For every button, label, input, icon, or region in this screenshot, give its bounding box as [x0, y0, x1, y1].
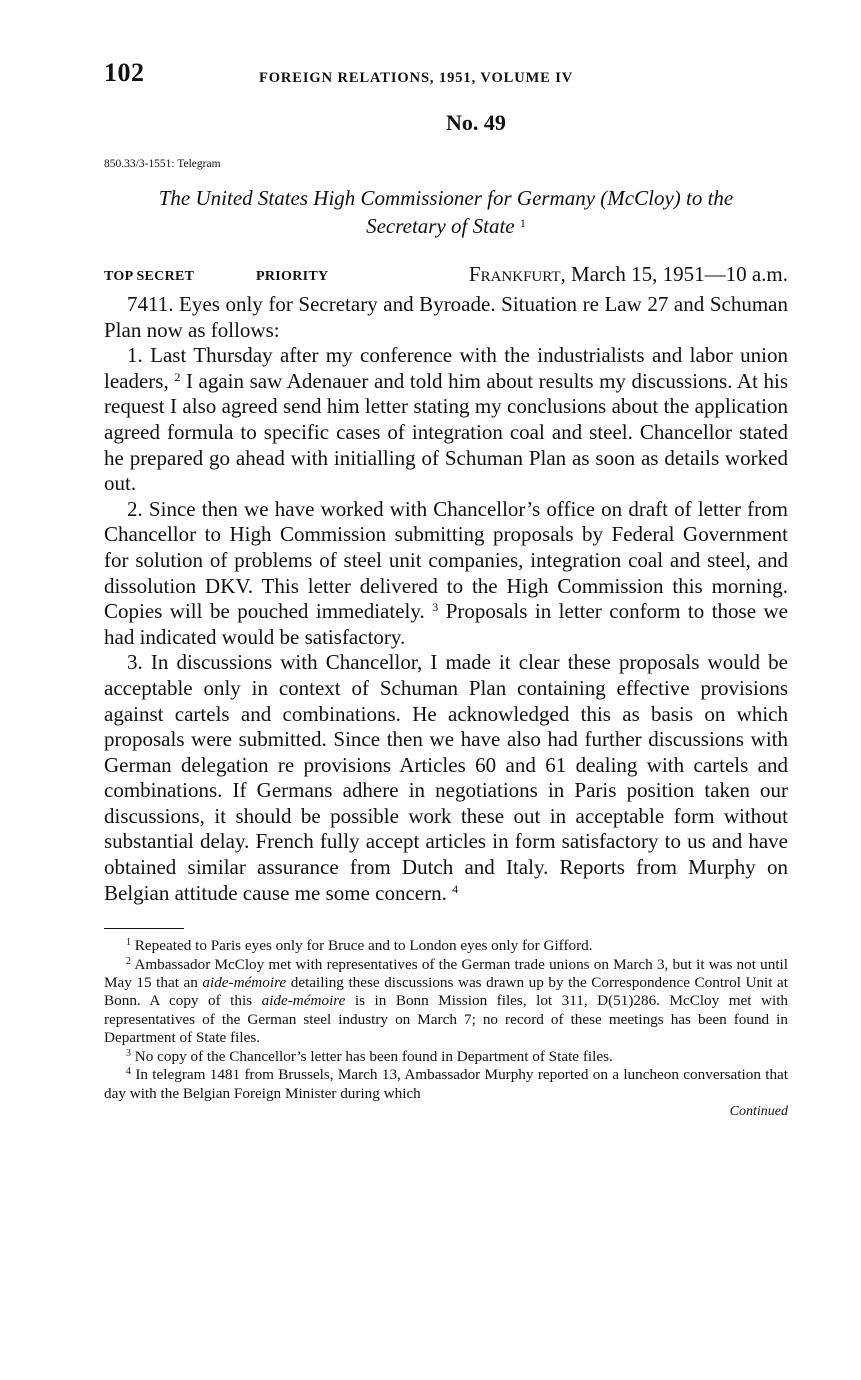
precedence-label: PRIORITY — [256, 269, 329, 284]
paragraph-2: 2. Since then we have worked with Chancellor’s office on draft of letter from Chancellor to High Commission submitting proposals by Federal Government for solution of problems of steel unit companies, integration coal and steel, and dissolution DKV. This letter delivered to the High Commission this morning. Copies will be pouched immediately. $^3$ Proposals in letter conform to those we had indicated would be satisfactory. — [104, 496, 789, 649]
classification-label: TOP SECRET — [104, 269, 195, 284]
place: Frankfurt, — [468, 262, 566, 286]
running-title: FOREIGN RELATIONS, 1951, VOLUME IV — [259, 70, 574, 86]
footnote-ref-1: 1 — [519, 216, 526, 230]
place-date — [469, 262, 788, 287]
footnote-ref-3: 3 — [432, 600, 439, 615]
footnote-ref-2: 2 — [174, 369, 181, 384]
footnotes — [104, 937, 788, 1120]
paragraph-intro: 7411. Eyes only for Secretary and Byroade. Situation re Law 27 and Schuman Plan now as follows: — [104, 292, 788, 342]
date: March 15, 1951—10 a.m. — [571, 262, 788, 286]
document-page — [104, 58, 788, 1120]
footnote-ref-4: 4 — [452, 881, 459, 896]
dateline — [104, 262, 788, 292]
continued-label: Continued — [729, 1103, 788, 1119]
document-number: No. 49 — [446, 110, 506, 135]
page-number: 102 — [104, 58, 145, 87]
footnote-4: $^4$ In telegram 1481 from Brussels, March 13, Ambassador Murphy reported on a luncheon conversation that day with the Belgian Foreign Minister during which — [104, 1066, 789, 1102]
footnote-1: $^1$ Repeated to Paris eyes only for Bruce and to London eyes only for Gifford. — [126, 937, 593, 955]
telegram-body — [104, 292, 788, 906]
file-reference: 850.33/3-1551: Telegram — [104, 158, 221, 170]
footnote-2: $^2$ Ambassador McCloy met with representatives of the German trade unions on March 3, but it was not until May 15 that an aide-mémoire detailing these discussions was drawn up by the Correspondence Control Unit at Bonn. A copy of this aide-mémoire is in Bonn Mission files, lot 311, D(51)286. McCloy met with representatives of the German steel industry on March 7; no record of these meetings has been found in Department of State files. — [104, 955, 789, 1047]
running-head — [104, 58, 788, 92]
footnote-3: $^3$ No copy of the Chancellor’s letter has been found in Department of State files. — [126, 1047, 613, 1065]
footnote-divider — [104, 928, 184, 929]
document-title — [104, 184, 788, 240]
title-line-2: Secretary of State — [366, 214, 515, 238]
paragraph-1: 1. Last Thursday after my conference with the industrialists and labor union leaders, $^2$ I again saw Adenauer and told him about results my discussions. At his request I also agreed send him letter stating my conclusions about the application agreed formula to specific cases of integration coal and steel. Chancellor stated he prepared go ahead with initialling of Schuman Plan as soon as details worked out. — [104, 343, 789, 496]
paragraph-3: 3. In discussions with Chancellor, I made it clear these proposals would be acceptable only in context of Schuman Plan containing effective provisions against cartels and combinations. He acknowledged this as basis on which proposals were submitted. Since then we have also had further discussions with German delegation re provisions Articles 60 and 61 dealing with cartels and combinations. If Germans adhere in negotiations in Paris position taken our discussions, it should be possible work these out in acceptable form without substantial delay. French fully accept articles in form satisfactory to us and have obtained similar assurance from Dutch and Italy. Reports from Murphy on Belgian attitude cause me some concern. $^4$ — [104, 650, 788, 905]
title-line-1: The United States High Commissioner for Germany (McCloy) to the — [158, 186, 734, 210]
